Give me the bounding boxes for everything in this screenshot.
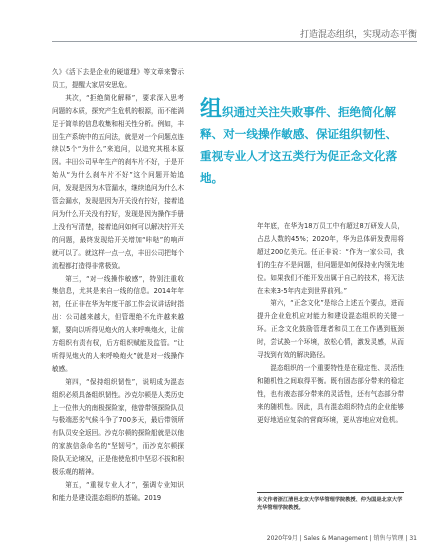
right-column [257, 220, 404, 427]
paragraph: 第三，“对一线操作敏感”，特别注重收集信息，尤其是来自一线的信息。2014年年初，任正非在华为年度干部工作会议讲话时指出：公司越来越大，但管理绝不允许越来越繁，要向以听得见炮火的人来呼唤炮火，让前方组织有责有权，后方组织赋能及监管。“让听得见炮火的人来呼唤炮火”就是对一线操作敏感。 [52, 274, 184, 373]
author-footnote: 本文作者浙江清邑北京大学华管理学院教授、仲为国是北京大学光华管理学院教授。 [257, 497, 403, 511]
page-header [0, 0, 427, 46]
page-footer: 2020年9月 | Sales & Management | 销售与管理 | 31 [266, 535, 417, 542]
footnote-divider [257, 492, 404, 493]
header-divider [52, 41, 417, 42]
paragraph: 第四，“保持组织韧性”，说明成为混态组织必须具备组织韧性。沙克尔顿是人类历史上一位伟大的南极探险家，他曾带领探险队员与极端恶劣气候斗争了700多天，最后带领所有队员安全返回。沙克尔顿的探险船就是以他的家族信条命名的“坚韧号”，而沙克尔顿探险队无论境况，正是他使危机中坚忍不拔和积极乐观的精神。 [52, 377, 184, 477]
pull-quote [200, 97, 404, 189]
paragraph: 久》《活下去是企业的硬道理》等文章来警示员工，提醒大家居安思危。 [52, 68, 184, 89]
left-column [52, 66, 184, 505]
paragraph: 混态组织的一个重要特性是在稳定性、灵活性和随机性之间取得平衡。既有固态部分带来的稳定性，也有液态部分带来的灵活性，还有气态部分带来的随机性。因此，具有混态组织特点的企业能够更好地适应复杂的营商环境，更从容地应对危机。 [257, 363, 404, 424]
paragraph: 第六，“正念文化”是综合上述五个要点，进而提升企业危机应对能力和建设混态组织的关键一环。正念文化鼓励管理者和员工在工作遇到瓶颈时，尝试换一个环境，放松心情，激发灵感，从而寻找到有效的解决路径。 [257, 299, 404, 360]
paragraph: 年年底，在华为18万员工中有超过8万研发人员，占总人数的45%；2020年，华为总体研发费用将超过200亿美元。任正非说：“作为一家公司，我们的生存不是问题，但问题是如何保持业内领先地位。如果我们不能开发出属于自己的技术，将无法在未来3-5年内走到世界前列。” [257, 222, 404, 295]
section-title: 打造混态组织，实现动态平衡 [299, 30, 417, 40]
pull-quote-text: 织通过关注失败事件、拒绝简化解释、对一线操作敏感、保证组织韧性、重视专业人才这五类行为促正念文化落地。 [200, 105, 398, 185]
pull-quote-initial: 组 [200, 97, 223, 122]
paragraph: 其次，“拒绝简化解释”，要求深入思考问题的本质，探究产生危机的根源，而不能满足于简单的信息收集和相关性分析。例如，丰田生产系统中的五问法，就是对一个问题点连续以5个“为什么”来追问，以追究其根本原因。丰田公司早年生产的刹车片不好，于是开始从“为什么刹车片不好”这个问题开始追问，发现是因为木管漏水，继续追问为什么木管会漏水，发现是因为开关没有拧好，接着追问为什么开关没有拧好，发现是因为操作手册上没有写清楚，接着追问如何可以解决拧开关的问题，最终发现给开关增加“咔哒”的响声就可以了。就这样一点一点，丰田公司把每个流程都打造得非常极致。 [52, 93, 184, 270]
paragraph: 第五，“重视专业人才”，强调专业知识和能力是建设混态组织的基础。2019 [52, 481, 184, 502]
